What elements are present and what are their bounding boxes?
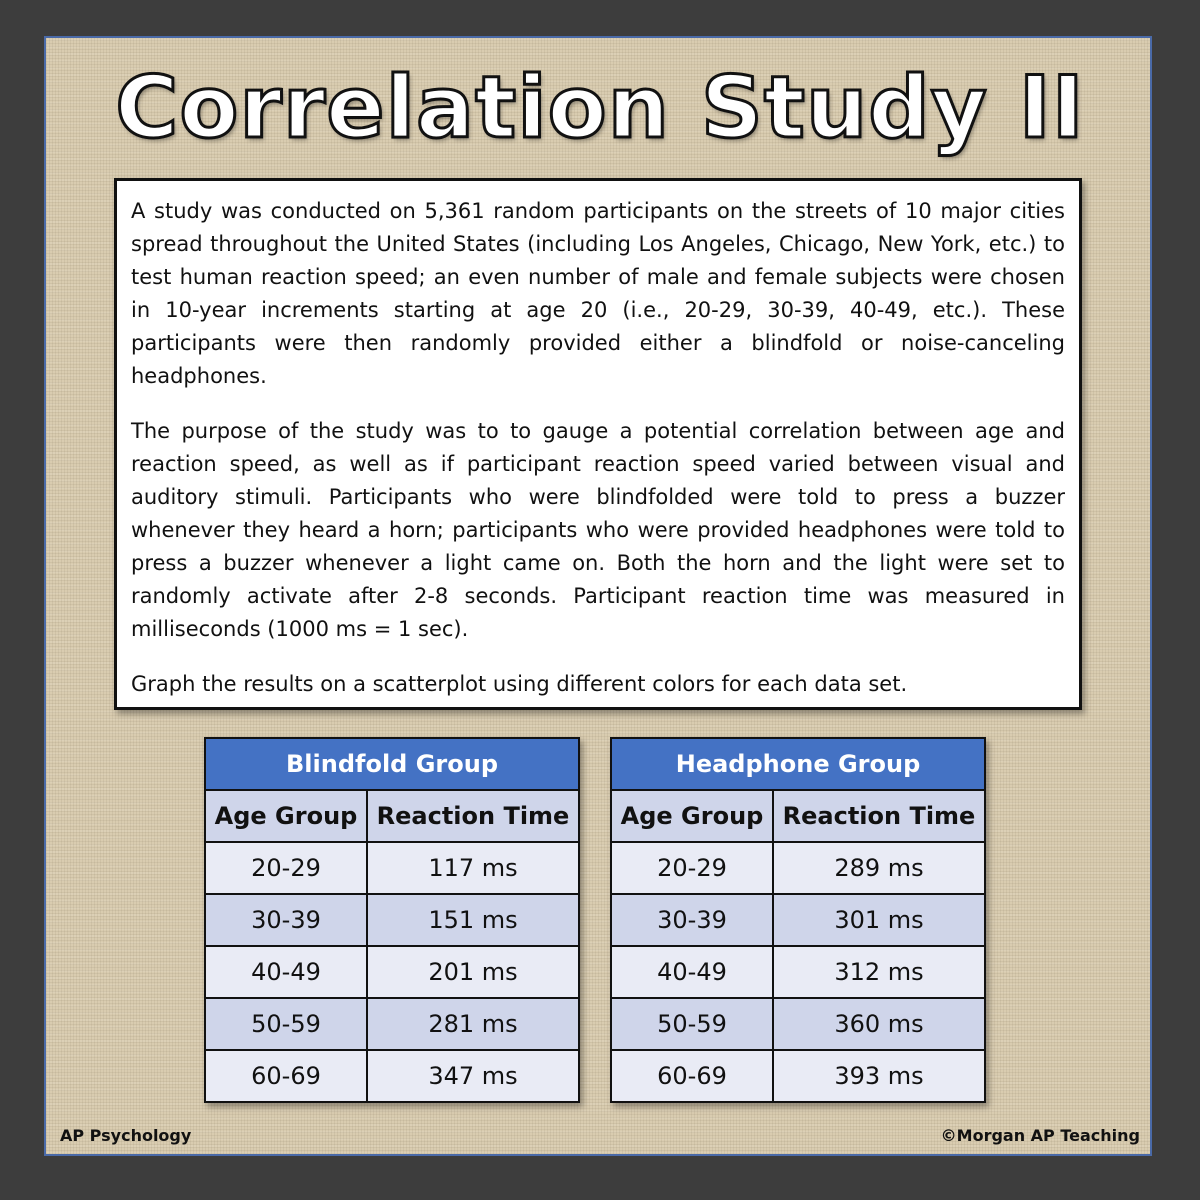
headphone-header-reaction: Reaction Time: [773, 790, 985, 842]
description-paragraph-2: The purpose of the study was to to gauge a potential correlation between age and reaction speed, as well as if participant reaction speed varied between visual and auditory stimuli. Participants who were blindfolded were told to press a buzzer whenever they heard a horn; participants who were provided headphones were told to press a buzzer whenever a light came on. Both the horn and the light were set to randomly activate after 2-8 seconds. Participant reaction time was measured in milliseconds (1000 ms = 1 sec).: [131, 419, 1065, 641]
age-cell: 30-39: [611, 894, 773, 946]
age-cell: 30-39: [205, 894, 367, 946]
reaction-cell: 201 ms: [367, 946, 579, 998]
table-row: [611, 998, 985, 1050]
table-row: [611, 894, 985, 946]
age-cell: 40-49: [205, 946, 367, 998]
reaction-cell: 301 ms: [773, 894, 985, 946]
table-row: [611, 946, 985, 998]
reaction-cell: 117 ms: [367, 842, 579, 894]
table-row: [205, 894, 579, 946]
headphone-table-title: Headphone Group: [611, 738, 985, 790]
table-row: [205, 946, 579, 998]
age-cell: 50-59: [611, 998, 773, 1050]
reaction-cell: 281 ms: [367, 998, 579, 1050]
table-row: [205, 842, 579, 894]
reaction-cell: 289 ms: [773, 842, 985, 894]
blindfold-table-title: Blindfold Group: [205, 738, 579, 790]
reaction-cell: 312 ms: [773, 946, 985, 998]
age-cell: 60-69: [205, 1050, 367, 1102]
reaction-cell: 347 ms: [367, 1050, 579, 1102]
reaction-cell: 151 ms: [367, 894, 579, 946]
table-row: [205, 998, 579, 1050]
reaction-cell: 393 ms: [773, 1050, 985, 1102]
age-cell: 50-59: [205, 998, 367, 1050]
table-row: [205, 1050, 579, 1102]
age-cell: 20-29: [611, 842, 773, 894]
age-cell: 60-69: [611, 1050, 773, 1102]
blindfold-header-reaction: Reaction Time: [367, 790, 579, 842]
headphone-header-age: Age Group: [611, 790, 773, 842]
footer-course-label: AP Psychology: [60, 1126, 192, 1145]
blindfold-table: [204, 737, 580, 1103]
table-row: [611, 842, 985, 894]
page-title: Correlation Study II: [115, 58, 1085, 158]
footer-copyright: ©Morgan AP Teaching: [940, 1126, 1140, 1145]
description-instruction: Graph the results on a scatterplot using different colors for each data set.: [131, 672, 908, 696]
blindfold-header-age: Age Group: [205, 790, 367, 842]
age-cell: 40-49: [611, 946, 773, 998]
age-cell: 20-29: [205, 842, 367, 894]
table-row: [611, 1050, 985, 1102]
reaction-cell: 360 ms: [773, 998, 985, 1050]
description-paragraph-1: A study was conducted on 5,361 random participants on the streets of 10 major cities spread throughout the United States (including Los Angeles, Chicago, New York, etc.) to test human reaction speed; an even number of male and female subjects were chosen in 10-year increments starting at age 20 (i.e., 20-29, 30-39, 40-49, etc.). These participants were then randomly provided either a blindfold or noise-canceling headphones.: [131, 199, 1065, 388]
study-description: [114, 178, 1082, 710]
headphone-table: [610, 737, 986, 1103]
